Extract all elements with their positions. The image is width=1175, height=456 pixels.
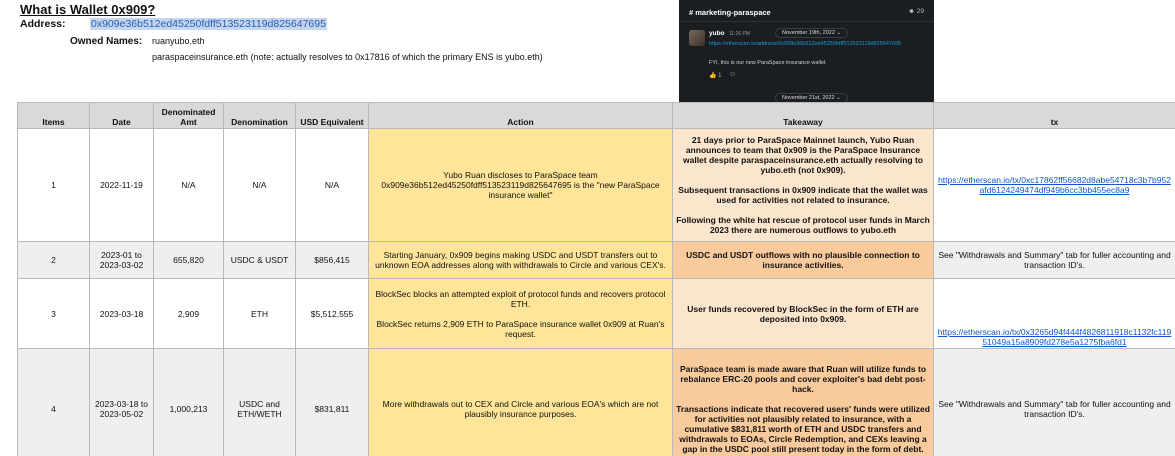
- cell-item: 4: [18, 349, 90, 456]
- cell-amt: 2,909: [154, 279, 224, 349]
- header-date: Date: [90, 103, 154, 129]
- takeaway-text: Following the white hat rescue of protocol user funds in March 2023 there are numerous outflows to yubo.eth: [676, 215, 930, 235]
- cell-usd: $5,512,555: [296, 279, 369, 349]
- cell-denomination: N/A: [224, 129, 296, 242]
- cell-tx: See "Withdrawals and Summary" tab for fuller accounting and transaction ID's.: [934, 349, 1175, 456]
- cell-action: [369, 279, 673, 349]
- table-row: [18, 242, 1175, 279]
- action-text: BlockSec returns 2,909 ETH to ParaSpace insurance wallet 0x909 at Ruan's request.: [376, 318, 665, 339]
- cell-tx: [934, 279, 1175, 349]
- cell-takeaway: [673, 242, 934, 279]
- cell-takeaway: [673, 279, 934, 349]
- tx-link[interactable]: https://etherscan.io/tx/0xc17862ff56682d8abe54718c3b7b952afd6124249474df949b6cc3bb455ec8a9: [938, 175, 1171, 195]
- slack-screenshot: [679, 0, 934, 102]
- cell-usd: N/A: [296, 129, 369, 242]
- slack-message-text: FYI, this is our new ParaSpace insurance wallet: [709, 60, 826, 66]
- avatar: [689, 30, 705, 46]
- owned-names-label: Owned Names:: [70, 36, 143, 47]
- cell-item: 1: [18, 129, 90, 242]
- table-row: [18, 349, 1175, 456]
- cell-tx: [934, 129, 1175, 242]
- cell-usd: $856,415: [296, 242, 369, 279]
- cell-action: [369, 129, 673, 242]
- cell-amt: N/A: [154, 129, 224, 242]
- action-text: Starting January, 0x909 begins making USDC and USDT transfers out to unknown EOA addresses along with withdrawals to Circle and various CEX's.: [375, 250, 666, 270]
- cell-action: [369, 349, 673, 456]
- slack-date-divider: November 19th, 2022 ⌄: [775, 28, 848, 38]
- cell-takeaway: [673, 349, 934, 456]
- cell-action: [369, 242, 673, 279]
- cell-date: 2022-11-19: [90, 129, 154, 242]
- header-denomination: Denomination: [224, 103, 296, 129]
- header-denominated-amt: Denominated Amt: [154, 103, 224, 129]
- action-text: BlockSec blocks an attempted exploit of protocol funds and recovers protocol ETH.: [375, 288, 666, 309]
- cell-denomination: USDC and ETH/WETH: [224, 349, 296, 456]
- slack-user-name: yubo: [709, 30, 725, 37]
- slack-channel-name: # marketing-paraspace: [689, 8, 771, 17]
- header-action: Action: [369, 103, 673, 129]
- wallet-table: [17, 102, 1175, 456]
- person-icon: ☻: [908, 8, 915, 15]
- cell-takeaway: [673, 129, 934, 242]
- slack-date-divider-2: November 21st, 2022 ⌄: [775, 93, 848, 102]
- cell-item: 3: [18, 279, 90, 349]
- table-header-row: [18, 103, 1175, 129]
- cell-tx: See "Withdrawals and Summary" tab for fuller accounting and transaction ID's.: [934, 242, 1175, 279]
- header-tx: tx: [934, 103, 1175, 129]
- address-value[interactable]: 0x909e36b512ed45250fdff513523119d825647695: [91, 18, 326, 30]
- cell-amt: 655,820: [154, 242, 224, 279]
- cell-denomination: ETH: [224, 279, 296, 349]
- slack-message-time: 11:26 PM: [729, 31, 751, 37]
- header-items: Items: [18, 103, 90, 129]
- slack-header: [679, 0, 934, 22]
- takeaway-text: Transactions indicate that recovered users' funds were utilized for activities not plausibly related to insurance, with a cumulative $831,811 worth of ETH and USDC transfers and withdrawals to EOAs, Circle Redemption, and CEXs leaving a gap in the USDC pool still present today in the form of debt.: [676, 403, 930, 454]
- table-row: [18, 129, 1175, 242]
- cell-date: 2023-03-18 to 2023-05-02: [90, 349, 154, 456]
- takeaway-text: User funds recovered by BlockSec in the form of ETH are deposited into 0x909.: [687, 303, 919, 324]
- action-text: More withdrawals out to CEX and Circle and various EOA's which are not plausibly insurance purposes.: [382, 398, 659, 419]
- address-label: Address:: [20, 18, 66, 30]
- takeaway-text: ParaSpace team is made aware that Ruan will utilize funds to rebalance ERC-20 pools and cover exploiter's bad debt post-hack.: [679, 363, 927, 394]
- thumbs-up-icon: 👍: [709, 73, 717, 79]
- cell-date: 2023-03-18: [90, 279, 154, 349]
- takeaway-text: 21 days prior to ParaSpace Mainnet launch, Yubo Ruan announces to team that 0x909 is the ParaSpace Insurance wallet despite paraspaceinsurance.eth actually resolving to yubo.eth (not 0x909).: [683, 135, 923, 175]
- cell-amt: 1,000,213: [154, 349, 224, 456]
- slack-members-number: 29: [916, 8, 924, 15]
- slack-members-count: [908, 8, 924, 21]
- header-takeaway: Takeaway: [673, 103, 934, 129]
- takeaway-text: USDC and USDT outflows with no plausible connection to insurance activities.: [686, 250, 920, 270]
- cell-usd: $831,811: [296, 349, 369, 456]
- slack-message-link: https://etherscan.io/address/0x909e36b512ed45250fdff513523119d825647695: [709, 41, 902, 47]
- page-title: What is Wallet 0x909?: [20, 2, 156, 17]
- owned-name-2: paraspaceinsurance.eth (note: actually resolves to 0x17816 of which the primary ENS is yubo.eth): [152, 52, 543, 62]
- owned-name-1: ruanyubo.eth: [152, 36, 205, 46]
- cell-denomination: USDC & USDT: [224, 242, 296, 279]
- thumbs-up-reaction: 👍 1: [709, 73, 722, 79]
- cell-item: 2: [18, 242, 90, 279]
- table-row: [18, 279, 1175, 349]
- header-usd-equivalent: USD Equivalent: [296, 103, 369, 129]
- takeaway-text: Subsequent transactions in 0x909 indicate that the wallet was used for activities not related to insurance.: [678, 185, 928, 205]
- action-text: Yubo Ruan discloses to ParaSpace team 0x909e36b512ed45250fdff513523119d825647695 is the "new ParaSpace insurance wallet": [381, 170, 660, 200]
- cell-date: 2023-01 to 2023-03-02: [90, 242, 154, 279]
- tx-link[interactable]: https://etherscan.io/tx/0x3265d94f444f4826811918c1132fc11951049a15a8909fd278e5a1275fba6fd1: [937, 327, 1172, 347]
- add-reaction-icon: ☺: [729, 71, 737, 78]
